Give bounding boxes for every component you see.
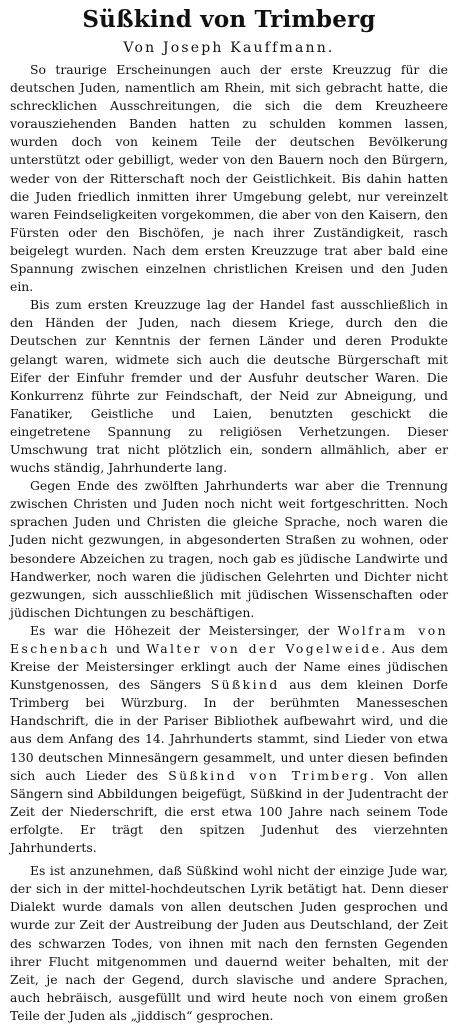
paragraph-4-text-a: Es war die Höhezeit der Meistersinger, der [30, 622, 330, 638]
paragraph-4-text-d: aus dem kleinen Dorfe Trimberg bei Würzburg. In der berühmten Manesseschen Handschrift, die in der Pariser Bibliothek aufbewahrt wird, und die aus dem Anfang des 14. Jahrhunderts stammt, sind Lieder von etwa 130 deutschen Minnesängern gesammelt, und unter diesen befinden sich auch Lieder des [10, 677, 448, 783]
paragraph-2: Bis zum ersten Kreuzzuge lag der Handel fast ausschließlich in den Händen der Juden, nach diesem Kriege, durch den die Deutschen zur Kenntnis der fernen Länder und deren Produkte gelangt waren, widmete sich auch die deutsche Bürgerschaft mit Eifer der Einfuhr fremder und der Ausfuhr deutscher Waren. Die Konkurrenz führte zur Feindschaft, der Neid zur Abneigung, und Fanatiker, Geistliche und Laien, benutzten geschickt die eingetretene Spannung zu religiösen Verhetzungen. Dieser Umschwung trat nicht plötzlich ein, sondern allmählich, aber er wuchs ständig, Jahrhunderte lang. [10, 297, 448, 476]
name-walter: Walter von der Vogelweide [146, 641, 382, 656]
article-byline: Von Joseph Kauffmann. [123, 40, 335, 56]
paragraph-1: So traurige Erscheinungen auch der erste Kreuzzug für die deutschen Juden, namentlich am Rhein, mit sich gebracht hatte, die schrecklichen Ausschreitungen, die sich die dem Kreuzheere vorausziehenden Banden hatten zu schulden kommen lassen, wurden doch von keinem Teile der deutschen Bevölkerung unterstützt oder gebilligt, weder von den Bauern noch den Bürgern, weder von der Ritterschaft noch der Geistlichkeit. Bis dahin hatten die Juden friedlich inmitten ihrer Umgebung gelebt, nur vereinzelt waren Feindseligkeiten vorgekommen, die aber von den Kaisern, den Fürsten oder den Bischöfen, je nach ihrer Zuständigkeit, rasch beigelegt wurden. Nach dem ersten Kreuzzuge trat aber bald eine Spannung zwischen einzelnen christlichen Kreisen und den Juden ein. [10, 62, 448, 295]
article-title: Süßkind von Trimberg [82, 6, 376, 33]
paragraph-4-text-e: . Von allen Sängern sind Abbildungen beigefügt, Süßkind in der Judentracht der Zeit der Niederschrift, die erst etwa 100 Jahre nach seinem Tode erfolgte. Er trägt den spitzen Judenhut des vierzehnten Jahrhunderts. [10, 767, 448, 856]
name-suesskind-von-trimberg: Süßkind von Trimberg [168, 767, 370, 783]
name-wolfram: Wolfram von Eschenbach [10, 622, 448, 656]
paragraph-4-text-b: und [116, 641, 140, 656]
paragraph-4-text-c: . Aus dem Kreise der Meistersinger erklingt auch der Name eines jüdischen Kunstgenossen, des Sängers [10, 641, 448, 693]
paragraph-4 [10, 622, 448, 857]
name-suesskind: Süßkind [210, 677, 280, 693]
paragraph-3: Gegen Ende des zwölften Jahrhunderts war aber die Trennung zwischen Christen und Juden noch nicht weit fortgeschritten. Noch sprachen Juden und Christen die gleiche Sprache, noch waren die Juden nicht gezwungen, in abgesonderten Straßen zu wohnen, oder besondere Abzeichen zu tragen, noch gab es jüdische Landwirte und Handwerker, noch waren die jüdischen Gelehrten und Dichter nicht gezwungen, sich ausschließlich mit jüdischen Wissenschaften oder jüdischen Dichtungen zu beschäftigen. [10, 478, 448, 620]
paragraph-5: Es ist anzunehmen, daß Süßkind wohl nicht der einzige Jude war, der sich in der mittel-hochdeutschen Lyrik betätigt hat. Denn dieser Dialekt wurde damals von allen deutschen Juden gesprochen und wurde zur Zeit der Austreibung der Juden aus Deutschland, der Zeit des schwarzen Todes, von ihnen mit nach den fernsten Gegenden ihrer Flucht mitgenommen und dauernd weiter behalten, mit der Zeit, je nach der Gegend, durch slavische und andere Sprachen, auch hebräisch, ausgefüllt und wird heute noch von einem großen Teile der Juden als „jiddisch“ gesprochen. [10, 863, 448, 1023]
article-body [10, 61, 448, 1025]
